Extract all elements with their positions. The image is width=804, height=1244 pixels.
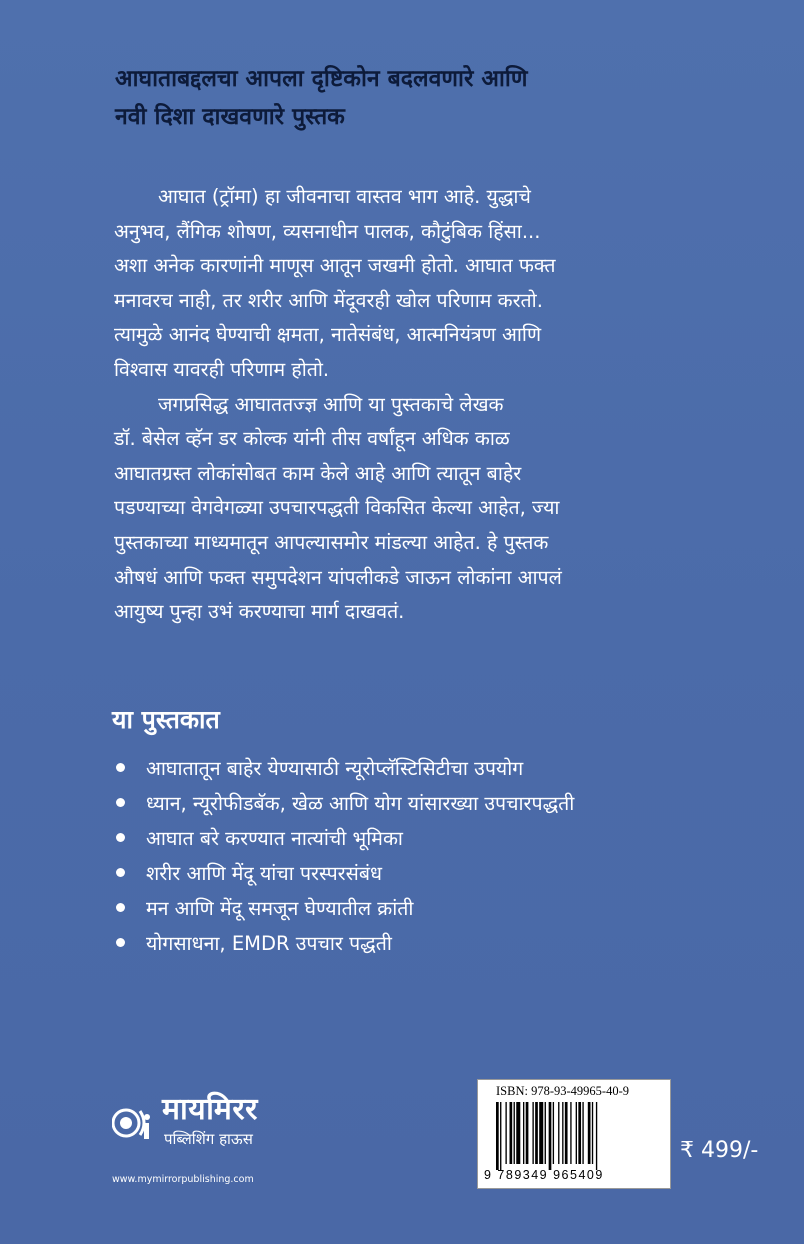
paragraph-2-line: आघातग्रस्त लोकांसोबत काम केले आहे आणि त्यातून बाहेर [114,461,522,485]
barcode-bar [526,1102,529,1164]
barcode-bar [516,1102,520,1164]
list-item-text: मन आणि मेंदू समजून घेण्यातील क्रांती [146,897,414,920]
feature-list [116,750,756,960]
paragraph-1-line: त्यामुळे आनंद घेण्याची क्षमता, नातेसंबंध, आत्मनियंत्रण आणि [114,323,542,347]
list-item-text: ध्यान, न्यूरोफीडबॅक, खेळ आणि योग यांसारख्या उपचारपद्धती [146,792,575,815]
barcode-bar [514,1102,515,1164]
headline-line-1: आघाताबद्दलचा आपला दृष्टिकोन बदलवणारे आणि [115,66,528,92]
barcode-bar [532,1102,533,1164]
price: ₹ 499/- [680,1138,759,1163]
barcode-bar [510,1102,513,1164]
list-item [116,750,756,785]
barcode-bar [553,1102,554,1164]
paragraph-1-line: अशा अनेक कारणांनी माणूस आतून जखमी होतो. आघात फक्त [114,254,556,278]
bullet-dot-icon [116,868,125,877]
paragraph-1-line: विश्वास यावरही परिणाम होतो. [114,357,330,381]
barcode-bar [549,1102,552,1170]
bullet-dot-icon [116,833,125,842]
list-item-text: आघात बरे करण्यात नात्यांची भूमिका [146,827,403,850]
barcode-bar [562,1102,563,1164]
barcode-bar [523,1102,524,1164]
barcode-bar [565,1102,568,1164]
list-item [116,925,756,960]
bullet-dot-icon [116,903,125,912]
barcode-bar [596,1102,597,1170]
publisher-url: www.mymirrorpublishing.com [112,1174,254,1185]
list-item-text: आघातातून बाहेर येण्यासाठी न्यूरोप्लॅस्टिसिटीचा उपयोग [146,757,524,780]
barcode-bar [576,1102,577,1164]
bullet-dot-icon [116,938,125,947]
paragraph-2-line: औषधं आणि फक्त समुपदेशन यांपलीकडे जाऊन लोकांना आपलं [114,565,562,589]
publisher-subtitle: पब्लिशिंग हाऊस [164,1130,253,1148]
paragraph-2-line: पडण्याच्या वेगवेगळ्या उपचारपद्धती विकसित केल्या आहेत, ज्या [114,496,560,520]
barcode-bar [539,1102,543,1164]
section-title: या पुस्तकात [112,705,220,734]
list-item [116,820,756,855]
list-item [116,855,756,890]
isbn-barcode [477,1079,671,1189]
barcode-bar [545,1102,546,1164]
paragraph-1-line: आघात (ट्रॉमा) हा जीवनाचा वास्तव भाग आहे. युद्धाचे [158,185,531,208]
mymirror-logo-icon [112,1093,156,1153]
list-item-text: शरीर आणि मेंदू यांचा परस्परसंबंध [146,862,382,885]
barcode-bar [535,1102,538,1164]
barcode-digits: 9 789349 965409 [484,1168,604,1182]
paragraph-1-line: मनावरच नाही, तर शरीर आणि मेंदूवरही खोल परिणाम करतो. [114,288,543,312]
paragraph-2-line: जगप्रसिद्ध आघाततज्ज्ञ आणि या पुस्तकाचे लेखक [158,392,504,416]
barcode-bar [578,1102,581,1164]
paragraph-2-line: आयुष्य पुन्हा उभं करण्याचा मार्ग दाखवतं. [114,600,405,624]
list-item-text: योगसाधना, EMDR उपचार पद्धती [146,932,392,955]
barcode-bar [505,1102,506,1164]
headline [115,60,715,136]
list-item [116,890,756,925]
bullet-dot-icon [116,763,125,772]
isbn-label: ISBN: 978-93-49965-40-9 [496,1084,629,1098]
headline-line-2: नवी दिशा दाखवणारे पुस्तक [115,104,345,130]
description [114,180,774,630]
publisher-block [112,1085,312,1195]
paragraph-2-line: डॉ. बेसेल व्हॅन डर कोल्क यांनी तीस वर्षांहून अधिक काळ [114,427,510,451]
barcode-bar [592,1102,593,1164]
barcode-bar [496,1102,499,1170]
publisher-name: मायमिरर [162,1092,258,1127]
barcode-bar [588,1102,591,1164]
paragraph-2-line: पुस्तकाच्या माध्यमातून आपल्यासमोर मांडल्या आहेत. हे पुस्तक [114,530,549,554]
barcode-bars [494,1102,656,1170]
barcode-bar [558,1102,559,1164]
list-item [116,785,756,820]
barcode-bar [570,1102,571,1164]
paragraph-1-line: अनुभव, लैंगिक शोषण, व्यसनाधीन पालक, कौटुंबिक हिंसा... [114,219,541,243]
barcode-bar [500,1102,501,1170]
barcode-bar [582,1102,583,1164]
bullet-dot-icon [116,798,125,807]
